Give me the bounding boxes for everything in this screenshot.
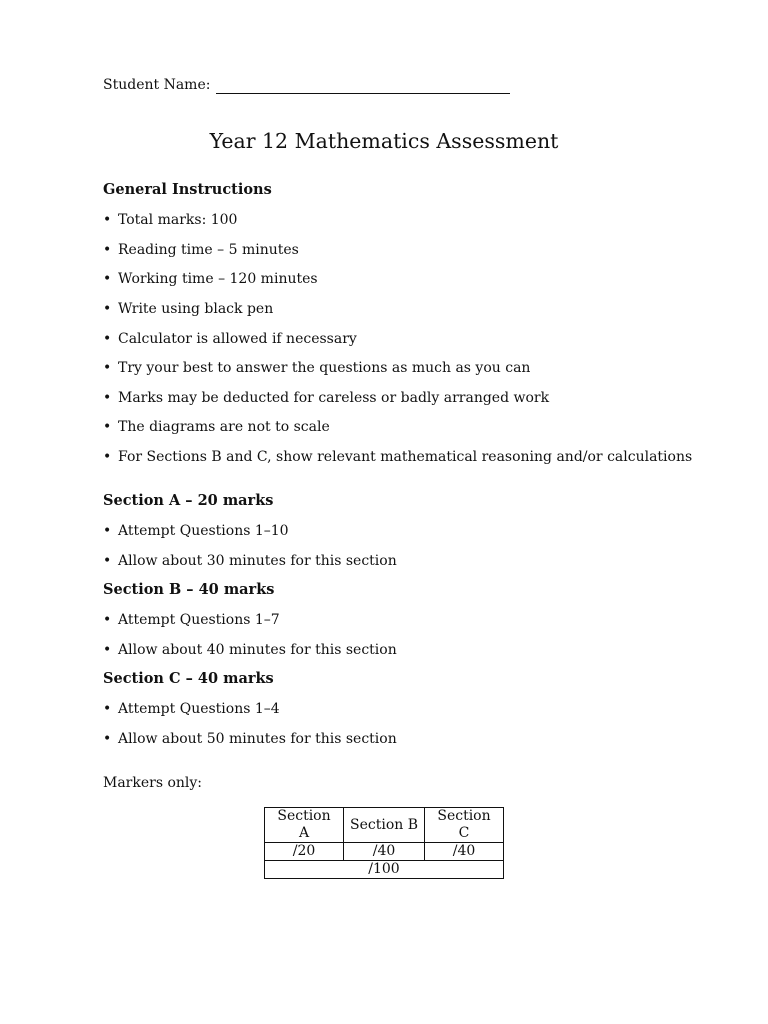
list-item: • Reading time – 5 minutes [103, 242, 299, 258]
score-cell-section-b[interactable]: /40 [344, 843, 425, 861]
bullet-icon: • [103, 212, 112, 228]
list-item: • Write using black pen [103, 301, 274, 317]
list-item: • Calculator is allowed if necessary [103, 331, 357, 347]
page-title: Year 12 Mathematics Assessment [209, 129, 559, 153]
list-item: • For Sections B and C, show relevant mathematical reasoning and/or calculations [103, 449, 693, 465]
student-name-label: Student Name: [103, 77, 211, 93]
list-item: • Allow about 40 minutes for this section [103, 642, 397, 658]
table-header-cell: Section B [344, 808, 425, 843]
bullet-icon: • [103, 419, 112, 435]
list-item: • Allow about 50 minutes for this section [103, 731, 397, 747]
table-row [265, 843, 504, 861]
total-score-cell[interactable]: /100 [265, 861, 504, 879]
student-name-row [103, 76, 510, 94]
general-instructions-heading: General Instructions [103, 181, 272, 198]
list-item: • Working time – 120 minutes [103, 271, 318, 287]
list-item: • Attempt Questions 1–4 [103, 701, 280, 717]
bullet-icon: • [103, 271, 112, 287]
list-item: • Try your best to answer the questions as much as you can [103, 360, 531, 376]
table-header-cell: Section C [425, 808, 504, 843]
list-item: • Allow about 30 minutes for this section [103, 553, 397, 569]
list-item: • Attempt Questions 1–10 [103, 523, 289, 539]
list-item: • Total marks: 100 [103, 212, 238, 228]
bullet-icon: • [103, 390, 112, 406]
bullet-icon: • [103, 449, 112, 465]
table-row [265, 808, 504, 843]
bullet-icon: • [103, 301, 112, 317]
bullet-icon: • [103, 612, 112, 628]
bullet-icon: • [103, 701, 112, 717]
bullet-icon: • [103, 360, 112, 376]
score-cell-section-a[interactable]: /20 [265, 843, 344, 861]
table-row [265, 861, 504, 879]
markers-only-label: Markers only: [103, 775, 203, 791]
list-item: • Attempt Questions 1–7 [103, 612, 280, 628]
bullet-icon: • [103, 553, 112, 569]
table-header-cell: Section A [265, 808, 344, 843]
student-name-line[interactable] [216, 77, 510, 94]
section-b-heading: Section B – 40 marks [103, 581, 275, 598]
list-item: • The diagrams are not to scale [103, 419, 330, 435]
section-c-heading: Section C – 40 marks [103, 670, 274, 687]
section-a-heading: Section A – 20 marks [103, 492, 274, 509]
bullet-icon: • [103, 523, 112, 539]
bullet-icon: • [103, 642, 112, 658]
bullet-icon: • [103, 242, 112, 258]
list-item: • Marks may be deducted for careless or badly arranged work [103, 390, 550, 406]
bullet-icon: • [103, 731, 112, 747]
bullet-icon: • [103, 331, 112, 347]
score-cell-section-c[interactable]: /40 [425, 843, 504, 861]
marks-table [264, 807, 504, 879]
